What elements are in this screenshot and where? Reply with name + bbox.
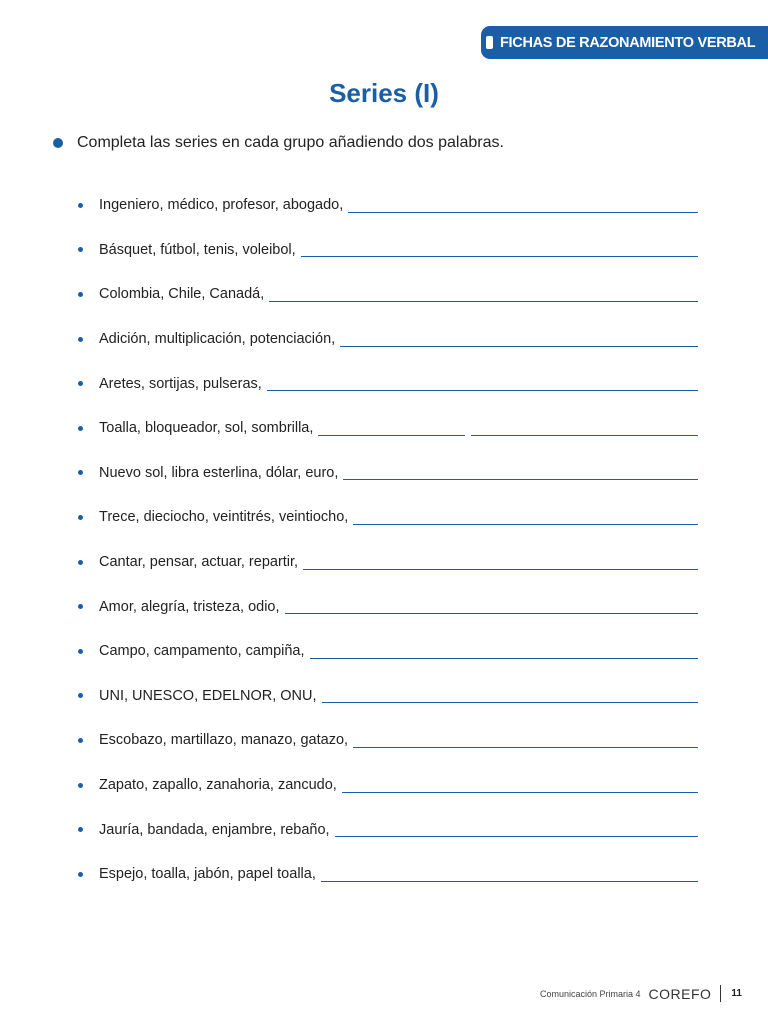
list-item xyxy=(78,852,698,897)
bullet-icon xyxy=(78,337,83,342)
footer-subject: Comunicación Primaria 4 xyxy=(539,988,641,999)
list-item xyxy=(78,674,698,719)
item-text: Toalla, bloqueador, sol, sombrilla, xyxy=(99,420,314,437)
answer-line[interactable] xyxy=(285,613,698,614)
list-item xyxy=(78,228,698,273)
bullet-icon xyxy=(78,649,83,654)
instruction xyxy=(53,134,504,152)
list-item xyxy=(78,272,698,317)
exercise-list xyxy=(78,183,698,897)
section-header-tab xyxy=(481,26,768,59)
list-item xyxy=(78,183,698,228)
answer-line[interactable] xyxy=(348,212,698,213)
item-text: Trece, dieciocho, veintitrés, veintiocho, xyxy=(99,509,349,526)
section-label: FICHAS DE RAZONAMIENTO VERBAL xyxy=(500,34,756,51)
item-text: Amor, alegría, tristeza, odio, xyxy=(99,598,280,615)
item-text: Campo, campamento, campiña, xyxy=(99,643,305,660)
brand-logo: COREFO xyxy=(648,985,712,1002)
item-text: Escobazo, martillazo, manazo, gatazo, xyxy=(99,732,349,749)
bullet-icon xyxy=(78,783,83,788)
answer-line[interactable] xyxy=(343,479,698,480)
item-text: Nuevo sol, libra esterlina, dólar, euro, xyxy=(99,464,339,481)
item-text: UNI, UNESCO, EDELNOR, ONU, xyxy=(99,687,317,704)
answer-line[interactable] xyxy=(310,658,698,659)
list-item xyxy=(78,763,698,808)
page-title: Series (I) xyxy=(329,78,439,108)
answer-line[interactable] xyxy=(353,524,698,525)
list-item xyxy=(78,584,698,629)
bullet-icon xyxy=(78,292,83,297)
item-text: Adición, multiplicación, potenciación, xyxy=(99,331,336,348)
item-text: Aretes, sortijas, pulseras, xyxy=(99,375,262,392)
bullet-icon xyxy=(78,560,83,565)
item-text: Zapato, zapallo, zanahoria, zancudo, xyxy=(99,777,337,794)
answer-line[interactable] xyxy=(301,256,698,257)
bullet-icon xyxy=(53,138,63,148)
page-footer xyxy=(540,985,742,1002)
list-item xyxy=(78,807,698,852)
answer-line[interactable] xyxy=(321,881,698,882)
item-text: Espejo, toalla, jabón, papel toalla, xyxy=(99,866,316,883)
answer-line[interactable] xyxy=(335,836,698,837)
footer-divider xyxy=(720,985,721,1002)
answer-line[interactable] xyxy=(353,747,698,748)
answer-line[interactable] xyxy=(342,792,698,793)
list-item xyxy=(78,451,698,496)
header-marker-icon xyxy=(486,36,493,49)
answer-line[interactable] xyxy=(303,569,698,570)
list-item xyxy=(78,540,698,585)
list-item xyxy=(78,361,698,406)
bullet-icon xyxy=(78,381,83,386)
bullet-icon xyxy=(78,515,83,520)
instruction-text: Completa las series en cada grupo añadiendo dos palabras. xyxy=(77,134,504,151)
bullet-icon xyxy=(78,604,83,609)
answer-line[interactable] xyxy=(318,435,465,436)
list-item xyxy=(78,495,698,540)
page-number: 11 xyxy=(731,988,742,999)
answer-line[interactable] xyxy=(340,346,698,347)
item-text: Jauría, bandada, enjambre, rebaño, xyxy=(99,821,330,838)
bullet-icon xyxy=(78,470,83,475)
bullet-icon xyxy=(78,827,83,832)
answer-line[interactable] xyxy=(269,301,698,302)
bullet-icon xyxy=(78,203,83,208)
item-text: Ingeniero, médico, profesor, abogado, xyxy=(99,197,344,214)
item-text: Colombia, Chile, Canadá, xyxy=(99,286,265,303)
list-item xyxy=(78,718,698,763)
answer-line[interactable] xyxy=(267,390,698,391)
item-text: Cantar, pensar, actuar, repartir, xyxy=(99,554,299,571)
answer-line[interactable] xyxy=(471,435,698,436)
list-item xyxy=(78,406,698,451)
bullet-icon xyxy=(78,872,83,877)
item-text: Básquet, fútbol, tenis, voleibol, xyxy=(99,241,296,258)
answer-line[interactable] xyxy=(322,702,698,703)
list-item xyxy=(78,317,698,362)
list-item xyxy=(78,629,698,674)
bullet-icon xyxy=(78,738,83,743)
bullet-icon xyxy=(78,247,83,252)
bullet-icon xyxy=(78,693,83,698)
bullet-icon xyxy=(78,426,83,431)
